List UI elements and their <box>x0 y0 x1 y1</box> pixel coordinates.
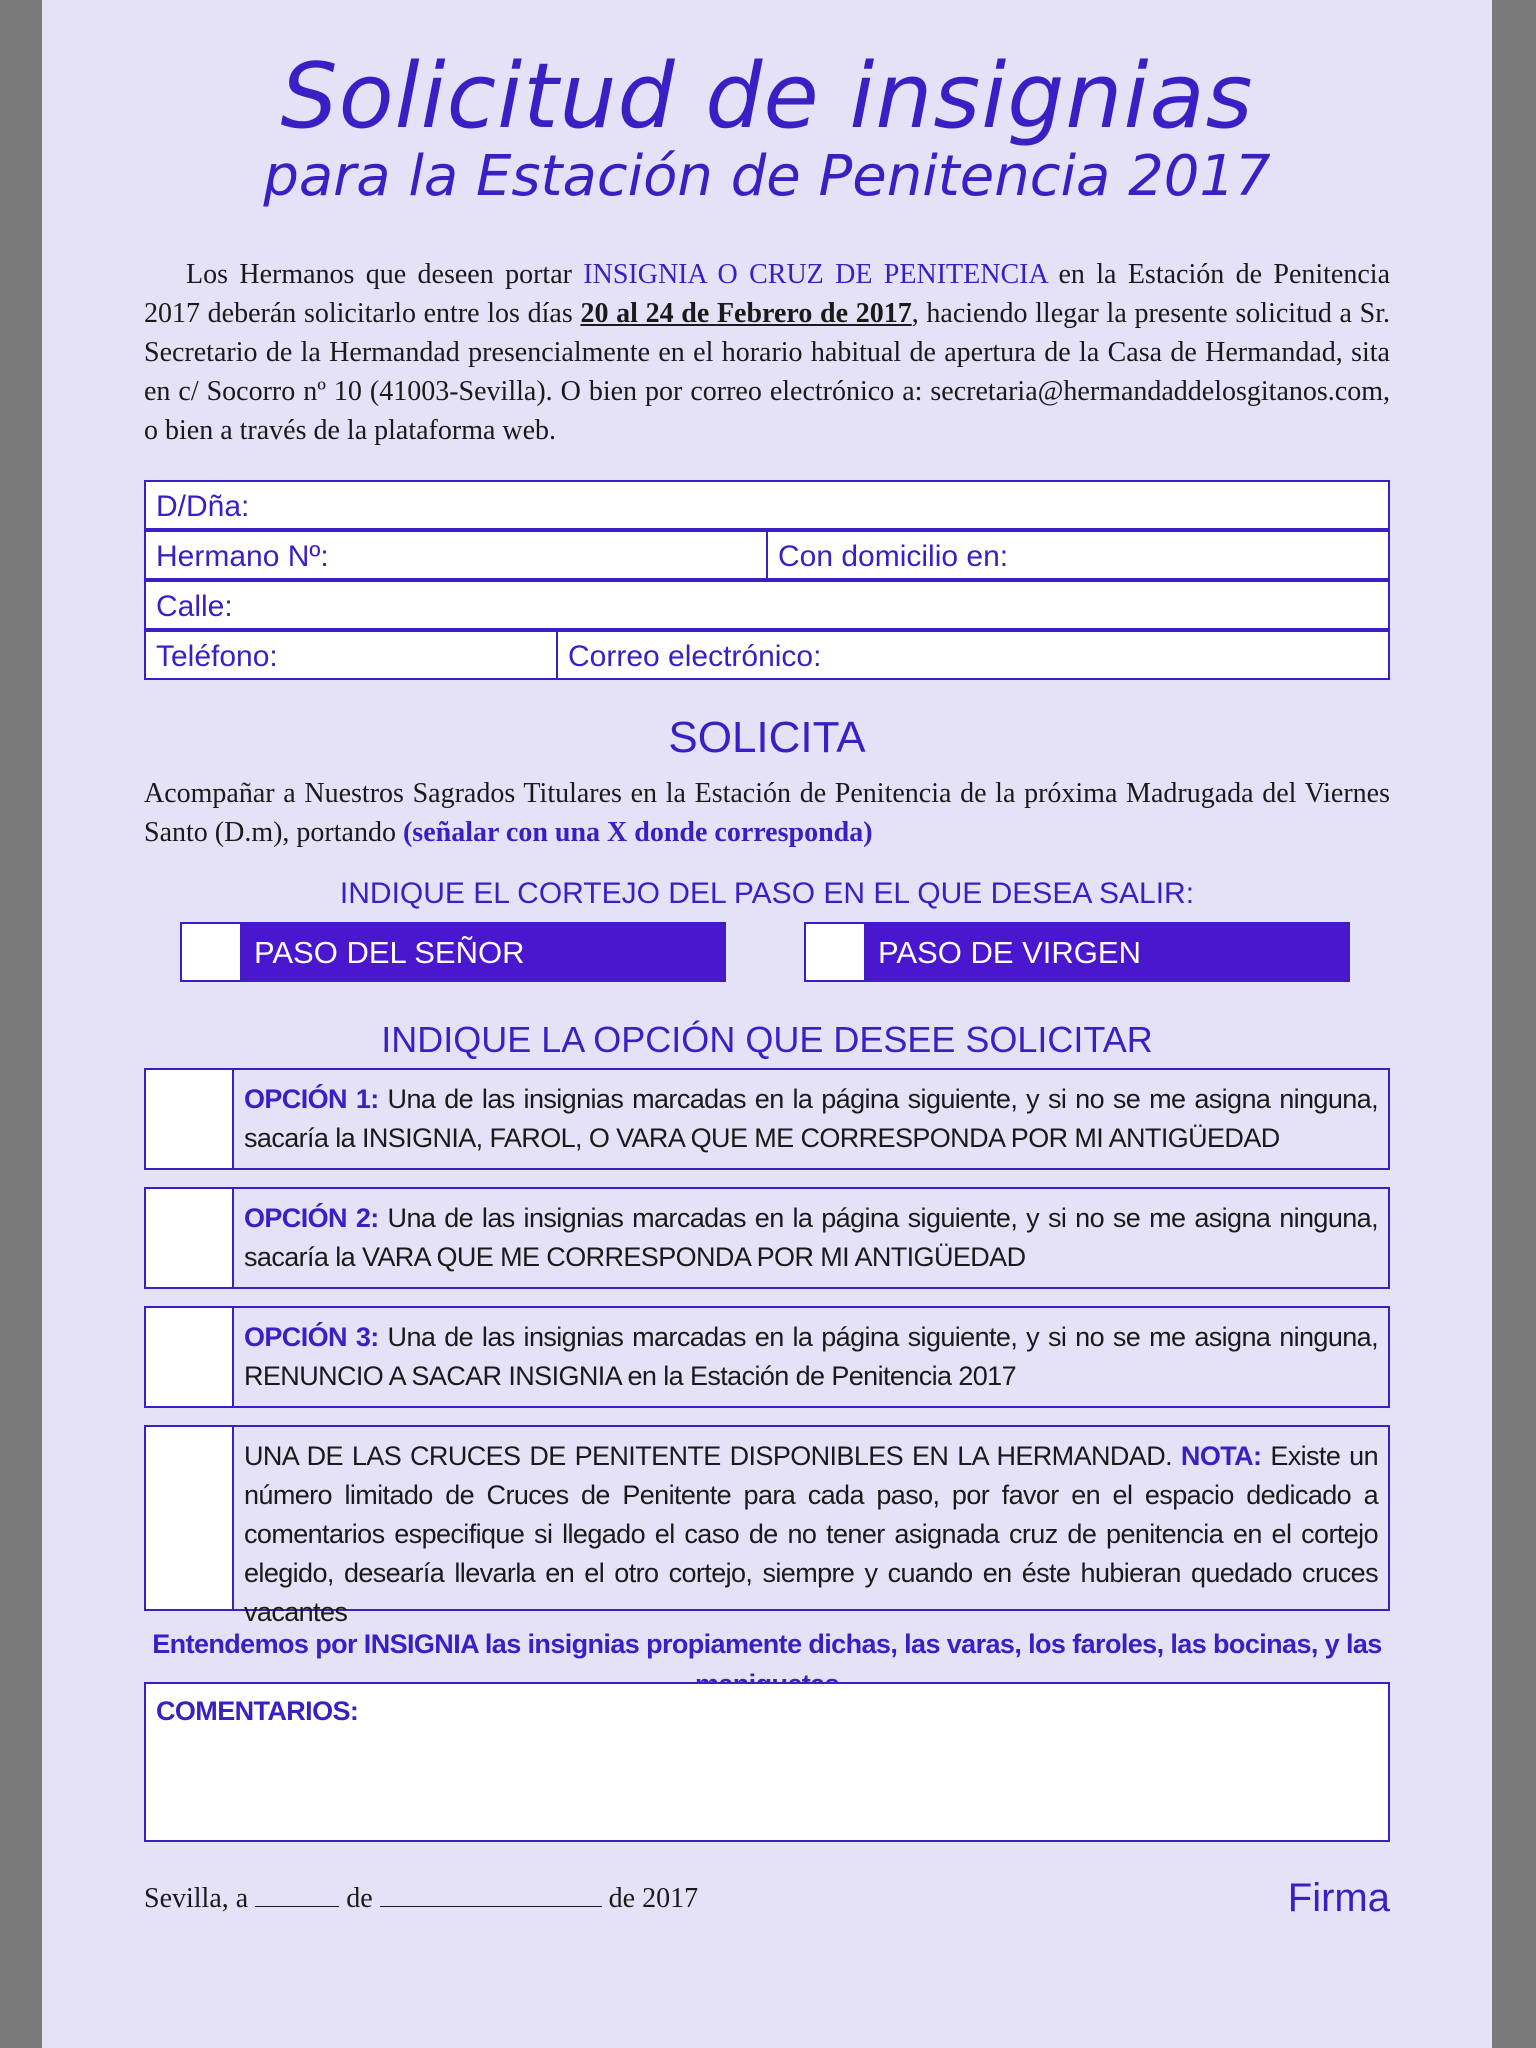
option-3-description: Una de las insignias marcadas en la página siguiente, y si no se me asigna ninguna, RENUNCIO A SACAR INSIGNIA en la Estación de Penitencia 2017 <box>244 1322 1379 1391</box>
option-2-checkbox[interactable] <box>146 1189 234 1287</box>
form-row-member <box>144 530 1390 580</box>
option-1-row <box>144 1068 1390 1170</box>
insignia-definition-note: Entendemos por INSIGNIA las insignias propiamente dichas, las varas, los faroles, las bocinas, y las <box>152 1629 1382 1659</box>
solicita-text: Acompañar a Nuestros Sagrados Titulares en la Estación de Penitencia de la próxima Madrugada del Viernes Santo (D.m), portando <box>144 778 1390 848</box>
form-row-name <box>144 480 1390 530</box>
option-1-text <box>244 1080 1378 1158</box>
solicita-paragraph <box>144 774 1390 852</box>
document-page <box>42 0 1492 2048</box>
cruz-option-description: UNA DE LAS CRUCES DE PENITENTE DISPONIBLES EN LA HERMANDAD. <box>244 1441 1181 1471</box>
document-title: Solicitud de insignias <box>280 44 1254 149</box>
member-number-field[interactable] <box>146 532 768 578</box>
option-3-row <box>144 1306 1390 1408</box>
member-label: Hermano Nº: <box>156 540 329 573</box>
option-2-row <box>144 1187 1390 1289</box>
month-blank[interactable] <box>380 1876 602 1907</box>
address-label: Con domicilio en: <box>778 540 1009 573</box>
cruz-nota-text: Existe un número limitado de Cruces de Penitente para cada paso, por favor en el espacio dedicado a comentarios especifique si llegado el caso de no tener asignada cruz de penitencia en el cortejo elegido, desearía llevarla en el otro cortejo, siempre y cuando en éste hubieran quedado cruces vacantes <box>244 1441 1379 1627</box>
cruz-option-row <box>144 1425 1390 1627</box>
form-row-contact <box>144 630 1390 680</box>
paso-virgen-label: PASO DE VIRGEN <box>878 935 1141 970</box>
cortejo-heading: INDIQUE EL CORTEJO DEL PASO EN EL QUE DESEA SALIR: <box>339 877 1195 910</box>
phone-field[interactable] <box>146 632 558 678</box>
email-field[interactable] <box>558 632 1388 678</box>
comments-box[interactable] <box>144 1682 1390 1842</box>
option-2-label: OPCIÓN 2: <box>244 1203 379 1233</box>
document-subtitle: para la Estación de Penitencia 2017 <box>263 144 1271 209</box>
name-label: D/Dña: <box>156 490 250 523</box>
email-label: Correo electrónico: <box>568 640 822 673</box>
paso-senor-checkbox[interactable] <box>182 924 242 980</box>
date-place: Sevilla, a <box>144 1883 249 1914</box>
option-3-label: OPCIÓN 3: <box>244 1322 379 1352</box>
phone-label: Teléfono: <box>156 640 278 673</box>
form-row-street <box>144 580 1390 630</box>
intro-text-1: Los Hermanos que deseen portar <box>186 259 584 290</box>
date-de-2: de 2017 <box>608 1883 699 1914</box>
option-3-text <box>244 1318 1378 1396</box>
intro-paragraph <box>144 255 1390 450</box>
address-field[interactable] <box>768 532 1388 578</box>
option-1-description: Una de las insignias marcadas en la página siguiente, y si no se me asigna ninguna, sacaría la INSIGNIA, FAROL, O VARA QUE ME CORRESPONDA POR MI ANTIGÜEDAD <box>244 1084 1379 1153</box>
option-2-text <box>244 1199 1378 1277</box>
option-2-description: Una de las insignias marcadas en la página siguiente, y si no se me asigna ninguna, sacaría la VARA QUE ME CORRESPONDA POR MI ANTIGÜEDAD <box>244 1203 1379 1272</box>
day-blank[interactable] <box>255 1876 339 1907</box>
option-1-checkbox[interactable] <box>146 1070 234 1168</box>
paso-senor-label: PASO DEL SEÑOR <box>254 935 525 970</box>
opciones-heading: INDIQUE LA OPCIÓN QUE DESEE SOLICITAR <box>381 1019 1153 1060</box>
option-3-checkbox[interactable] <box>146 1308 234 1406</box>
street-label: Calle: <box>156 590 233 623</box>
date-line <box>144 1876 1390 1920</box>
comments-label: COMENTARIOS: <box>156 1696 359 1726</box>
option-1-label: OPCIÓN 1: <box>244 1084 379 1114</box>
solicita-hint: (señalar con una X donde corresponda) <box>402 817 873 848</box>
intro-text-3: , haciendo llegar la presente solicitud a Sr. Secretario de la Hermandad presencialmente en el horario habitual de apertura de la Casa de Hermandad, sita en c/ Socorro nº 10 (41003-Sevilla). O bien por correo electrónico a: secretaria@hermandaddelosgitanos.com, o bien a través de la plataforma web. <box>144 298 1391 446</box>
intro-dates: 20 al 24 de Febrero de 2017 <box>580 298 912 329</box>
solicita-heading: SOLICITA <box>668 713 866 762</box>
paso-virgen-option <box>804 922 1350 982</box>
intro-highlight: INSIGNIA O CRUZ DE PENITENCIA <box>583 259 1048 290</box>
date-de-1: de <box>346 1883 373 1914</box>
paso-senor-option <box>180 922 726 982</box>
signature-label: Firma <box>1287 1876 1390 1920</box>
name-field[interactable] <box>146 482 1388 528</box>
cruz-option-checkbox[interactable] <box>146 1427 234 1609</box>
cruz-option-text <box>244 1437 1378 1632</box>
cruz-nota-label: NOTA: <box>1180 1441 1262 1471</box>
intro-text-2: en la Estación de Penitencia 2017 deberán solicitarlo entre los días <box>144 259 1390 329</box>
paso-virgen-checkbox[interactable] <box>806 924 866 980</box>
street-field[interactable] <box>146 582 1388 628</box>
